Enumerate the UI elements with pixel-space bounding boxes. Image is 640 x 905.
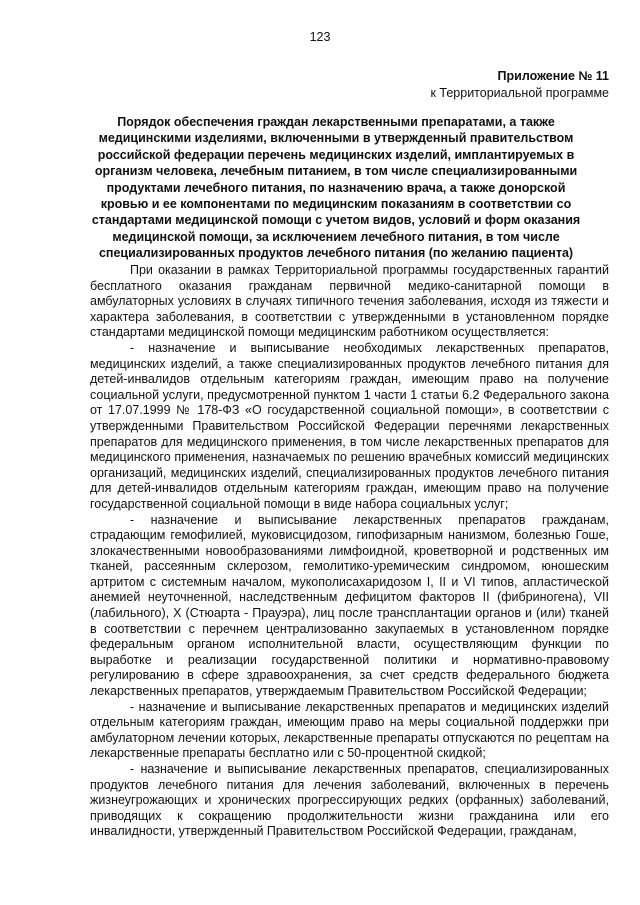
page-number: 123: [309, 30, 331, 44]
appendix-title: Приложение № 11: [497, 69, 609, 83]
paragraph-item-2: - назначение и выписывание лекарственных препаратов гражданам, страдающим гемофилией, муковисцидозом, гипофизарным нанизмом, болезнью Гоше, злокачественными новообразованиями лимфоидной, кроветворной и родственных им тканей, рассеянным склерозом, гемолитико-уремическим синдромом, юношеским артритом с системным началом, мукополисахаридозом I, II и VI типов, апластической анемией неуточненной, наследственным дефицитом факторов II (фибриногена), VII (лабильного), X (Стюарта - Прауэра), лиц после трансплантации органов и (или) тканей в соответствии с перечнем централизованно закупаемых в установленном порядке федеральным органом исполнительной власти, осуществляющим функции по выработке и реализации государственной политики и нормативно-правовому регулированию в сфере здравоохранения, за счет средств федерального бюджета лекарственных препаратов, утверждаемым Правительством Российской Федерации;: [90, 512, 609, 699]
appendix-subtitle: к Территориальной программе: [430, 86, 609, 100]
appendix-header: [430, 68, 609, 102]
paragraph-intro: При оказании в рамках Территориальной программы государственных гарантий бесплатного оказания гражданам первичной медико-санитарной помощи в амбулаторных условиях в случаях типичного течения заболевания, исходя из тяжести и характера заболевания, в соответствии с утвержденными в установленном порядке стандартами медицинской помощи медицинским работником осуществляется:: [90, 263, 609, 340]
paragraph-item-4: - назначение и выписывание лекарственных препаратов, специализированных продуктов лечебного питания для лечения заболеваний, включенных в перечень жизнеугрожающих и хронических прогрессирующих редких (орфанных) заболеваний, приводящих к сокращению продолжительности жизни гражданина или его инвалидности, утвержденный Правительством Российской Федерации, гражданам,: [90, 762, 609, 839]
paragraph-item-1: - назначение и выписывание необходимых лекарственных препаратов, медицинских изделий, а также специализированных продуктов лечебного питания для детей-инвалидов отдельным категориям граждан, имеющим право на получение социальной услуги, предусмотренной пунктом 1 части 1 статьи 6.2 Федерального закона от 17.07.1999 № 178-ФЗ «О государственной социальной помощи», в соответствии с утвержденными Правительством Российской Федерации перечнями лекарственных препаратов для медицинского применения, в том числе лекарственных препаратов для медицинского применения, назначаемых по решению врачебных комиссий медицинских организаций, медицинских изделий, специализированных продуктов лечебного питания для детей-инвалидов отдельным категориям граждан, имеющим право на получение государственной социальной помощи в виде набора социальных услуг;: [90, 340, 609, 511]
document-body: [90, 263, 609, 840]
document-heading: Порядок обеспечения граждан лекарственными препаратами, а также медицинскими изделиями, включенными в утвержденный правительством российской федерации перечень медицинских изделий, имплантируемых в организм человека, лечебным питанием, в том числе специализированными продуктами лечебного питания, по назначению врача, а также донорской кровью и ее компонентами по медицинским показаниям в соответствии со стандартами медицинской помощи с учетом видов, условий и форм оказания медицинской помощи, за исключением лечебного питания, в том числе специализированных продуктов лечебного питания (по желанию пациента): [91, 115, 581, 261]
paragraph-item-3: - назначение и выписывание лекарственных препаратов и медицинских изделий отдельным категориям граждан, имеющим право на меры социальной поддержки при амбулаторном лечении которых, лекарственные препараты отпускаются по рецептам на лекарственные препараты бесплатно или с 50-процентной скидкой;: [90, 699, 609, 761]
